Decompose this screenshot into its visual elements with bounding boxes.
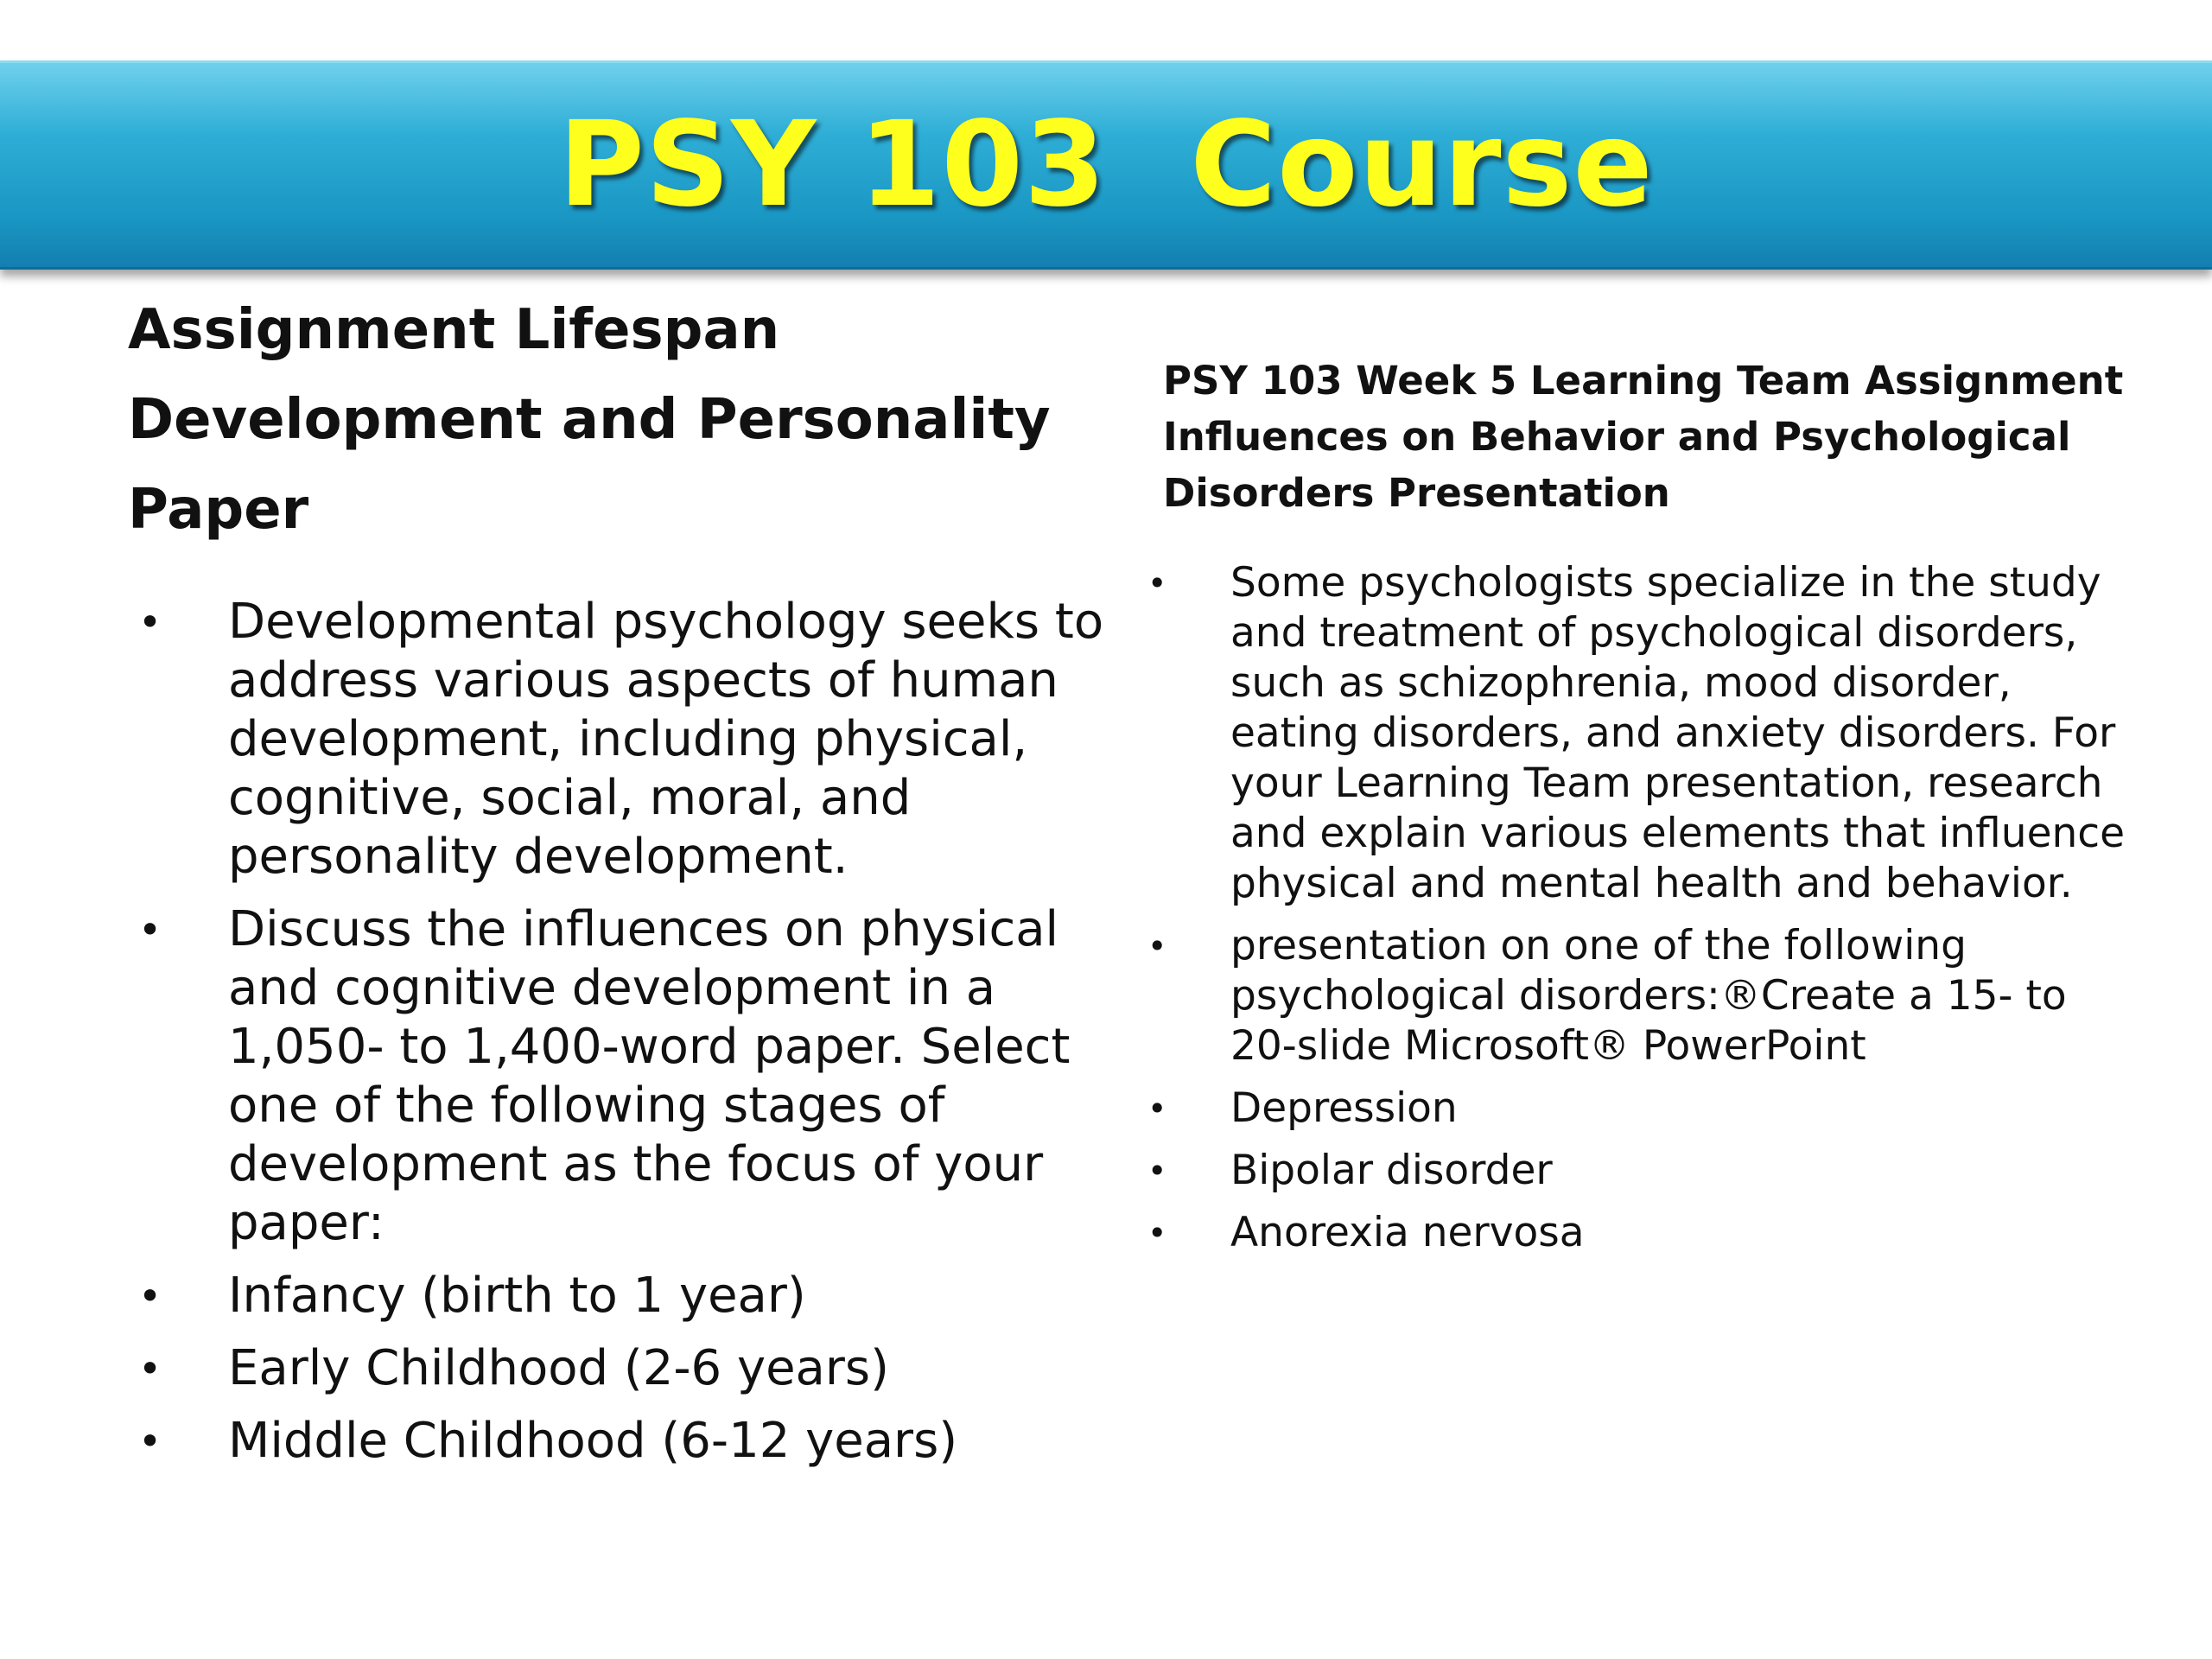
list-item xyxy=(1147,558,2141,909)
bullet-icon: • xyxy=(1147,927,1167,965)
bullet-icon: • xyxy=(138,1418,162,1465)
list-item-text: Anorexia nervosa xyxy=(1230,1209,1585,1256)
bullet-icon: • xyxy=(1147,1090,1167,1128)
bullet-icon: • xyxy=(138,906,162,953)
bullet-icon: • xyxy=(138,1345,162,1392)
list-item-text: Discuss the influences on physical and cognitive development in a 1,050- to 1,400-word paper. Select one of the following stages of development as the focus of your paper: xyxy=(228,901,1071,1251)
slide-title: PSY 103 Course xyxy=(558,97,1654,233)
list-item xyxy=(1147,1208,2141,1258)
bullet-icon: • xyxy=(138,1273,162,1319)
bullet-icon: • xyxy=(1147,564,1167,602)
list-item-text: Middle Childhood (6-12 years) xyxy=(228,1413,958,1469)
list-item xyxy=(138,593,1106,887)
list-item xyxy=(138,1267,1106,1325)
list-item-text: presentation on one of the following psychological disorders:®Create a 15- to 20-slide Microsoft® PowerPoint xyxy=(1230,922,2067,1070)
right-bullet-list xyxy=(1147,558,2141,1270)
list-item xyxy=(1147,1084,2141,1134)
list-item-text: Infancy (birth to 1 year) xyxy=(228,1268,806,1324)
right-heading: PSY 103 Week 5 Learning Team Assignment Influences on Behavior and Psychological Disorders Presentation xyxy=(1163,358,2124,516)
list-item-text: Some psychologists specialize in the study and treatment of psychological disorders, such as schizophrenia, mood disorder, eating disorders, and anxiety disorders. For your Learning Team presentation, research and explain various elements that influence physical and mental health and behavior. xyxy=(1230,559,2126,907)
left-heading: Assignment Lifespan Development and Personality Paper xyxy=(128,298,1051,542)
left-bullet-list xyxy=(138,593,1106,1484)
list-item xyxy=(138,1339,1106,1398)
list-item xyxy=(1147,921,2141,1071)
bullet-icon: • xyxy=(138,599,162,645)
list-item-text: Bipolar disorder xyxy=(1230,1147,1553,1194)
list-item xyxy=(138,900,1106,1253)
list-item-text: Early Childhood (2-6 years) xyxy=(228,1340,889,1396)
list-item-text: Depression xyxy=(1230,1084,1458,1132)
title-banner xyxy=(0,60,2212,270)
bullet-icon: • xyxy=(1147,1214,1167,1252)
list-item-text: Developmental psychology seeks to address various aspects of human development, including physical, cognitive, social, moral, and personality development. xyxy=(228,594,1104,885)
list-item xyxy=(138,1412,1106,1471)
list-item xyxy=(1147,1146,2141,1196)
bullet-icon: • xyxy=(1147,1152,1167,1190)
